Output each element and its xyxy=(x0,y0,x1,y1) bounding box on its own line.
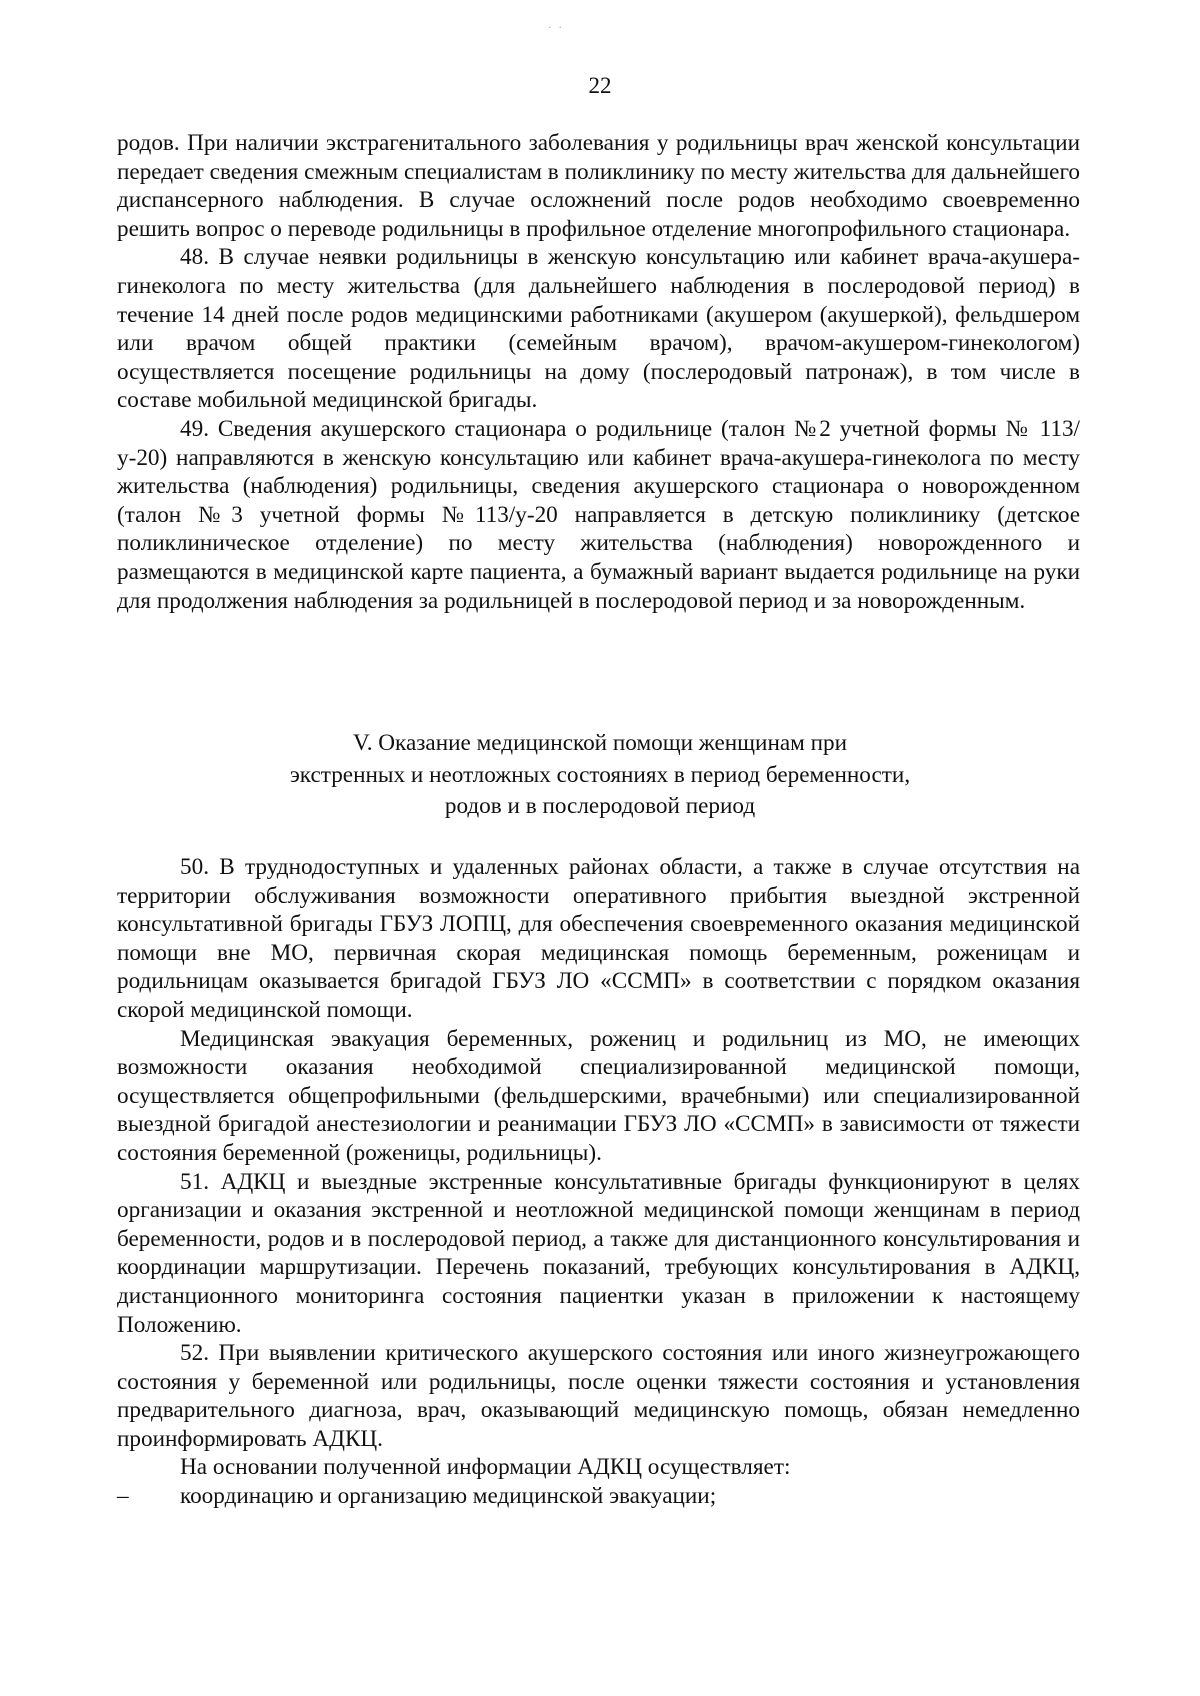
list-item-text: координацию и организацию медицинской эвакуации; xyxy=(180,1483,717,1510)
scan-mark: · · xyxy=(548,22,565,34)
page-number: 22 xyxy=(588,73,612,98)
paragraph-48: 48. В случае неявки родильницы в женскую консультацию или кабинет врача-акушера-гинеколога по месту жительства (для дальнейшего наблюдения в послеродовой период) в течение 14 дней после родов медицинскими работниками (акушером (акушеркой), фельдшером или врачом общей практики (семейным врачом), врачом-акушером-гинекологом) осуществляется посещение родильницы на дому (послеродовый патронаж), в том числе в составе мобильной медицинской бригады. xyxy=(117,244,1080,414)
paragraph-continuation: родов. При наличии экстрагенитального заболевания у родильницы врач женской консультации передает сведения смежным специалистам в поликлинику по месту жительства для дальнейшего диспансерного наблюдения. В случае осложнений после родов необходимо своевременно решить вопрос о переводе родильницы в профильное отделение многопрофильного стационара. xyxy=(117,130,1080,242)
paragraph-49: 49. Сведения акушерского стационара о родильнице (талон №2 учетной формы № 113/у-20) направляются в женскую консультацию или кабинет врача-акушера-гинеколога по месту жительства (наблюдения) родильницы, сведения акушерского стационара о новорожденном (талон №3 учетной формы №113/у-20 направляется в детскую поликлинику (детское поликлиническое отделение) по месту жительства (наблюдения) новорожденного и размещаются в медицинской карте пациента, а бумажный вариант выдается родильнице на руки для продолжения наблюдения за родильницей в послеродовой период и за новорожденным. xyxy=(117,415,1080,614)
paragraph-50: 50. В труднодоступных и удаленных районах области, а также в случае отсутствия на территории обслуживания возможности оперативного прибытия выездной экстренной консультативной бригады ГБУЗ ЛОПЦ, для обеспечения своевременного оказания медицинской помощи вне МО, первичная скорая медицинская помощь беременным, роженицам и родильницам оказывается бригадой ГБУЗ ЛО «ССМП» в соответствии с порядком оказания скорой медицинской помощи. xyxy=(117,854,1080,1023)
text-block-top xyxy=(117,129,1080,615)
paragraph-evacuation: Медицинская эвакуация беременных, рожениц и родильниц из МО, не имеющих возможности оказания необходимой специализированной медицинской помощи, осуществляется общепрофильными (фельдшерскими, врачебными) или специализированной выездной бригадой анестезиологии и реанимации ГБУЗ ЛО «ССМП» в зависимости от тяжести состояния беременной (роженицы, родильницы). xyxy=(117,1025,1080,1166)
paragraph-52: 52. При выявлении критического акушерского состояния или иного жизнеугрожающего состояния у беременной или родильницы, после оценки тяжести состояния и установления предварительного диагноза, врач, оказывающий медицинскую помощь, обязан немедленно проинформировать АДКЦ. xyxy=(117,1340,1080,1452)
paragraph-adkc-intro: На основании полученной информации АДКЦ осуществляет: xyxy=(180,1454,791,1481)
section-heading-line-2: экстренных и неотложных состояниях в период беременности, xyxy=(289,761,911,788)
section-heading-line-1: V. Оказание медицинской помощи женщинам при xyxy=(352,730,848,756)
text-block-bottom xyxy=(117,853,1080,1511)
list-item xyxy=(117,1482,1080,1511)
section-heading-line-3: родов и в послеродовой период xyxy=(444,793,756,819)
dash-marker: – xyxy=(117,1483,129,1510)
paragraph-51: 51. АДКЦ и выездные экстренные консультативные бригады функционируют в целях организации и оказания экстренной и неотложной медицинской помощи женщинам в период беременности, родов и в послеродовой период, а также для дистанционного консультирования и координации маршрутизации. Перечень показаний, требующих консультирования в АДКЦ, дистанционного мониторинга состояния пациентки указан в приложении к настоящему Положению. xyxy=(117,1168,1080,1338)
section-heading xyxy=(0,728,1200,823)
